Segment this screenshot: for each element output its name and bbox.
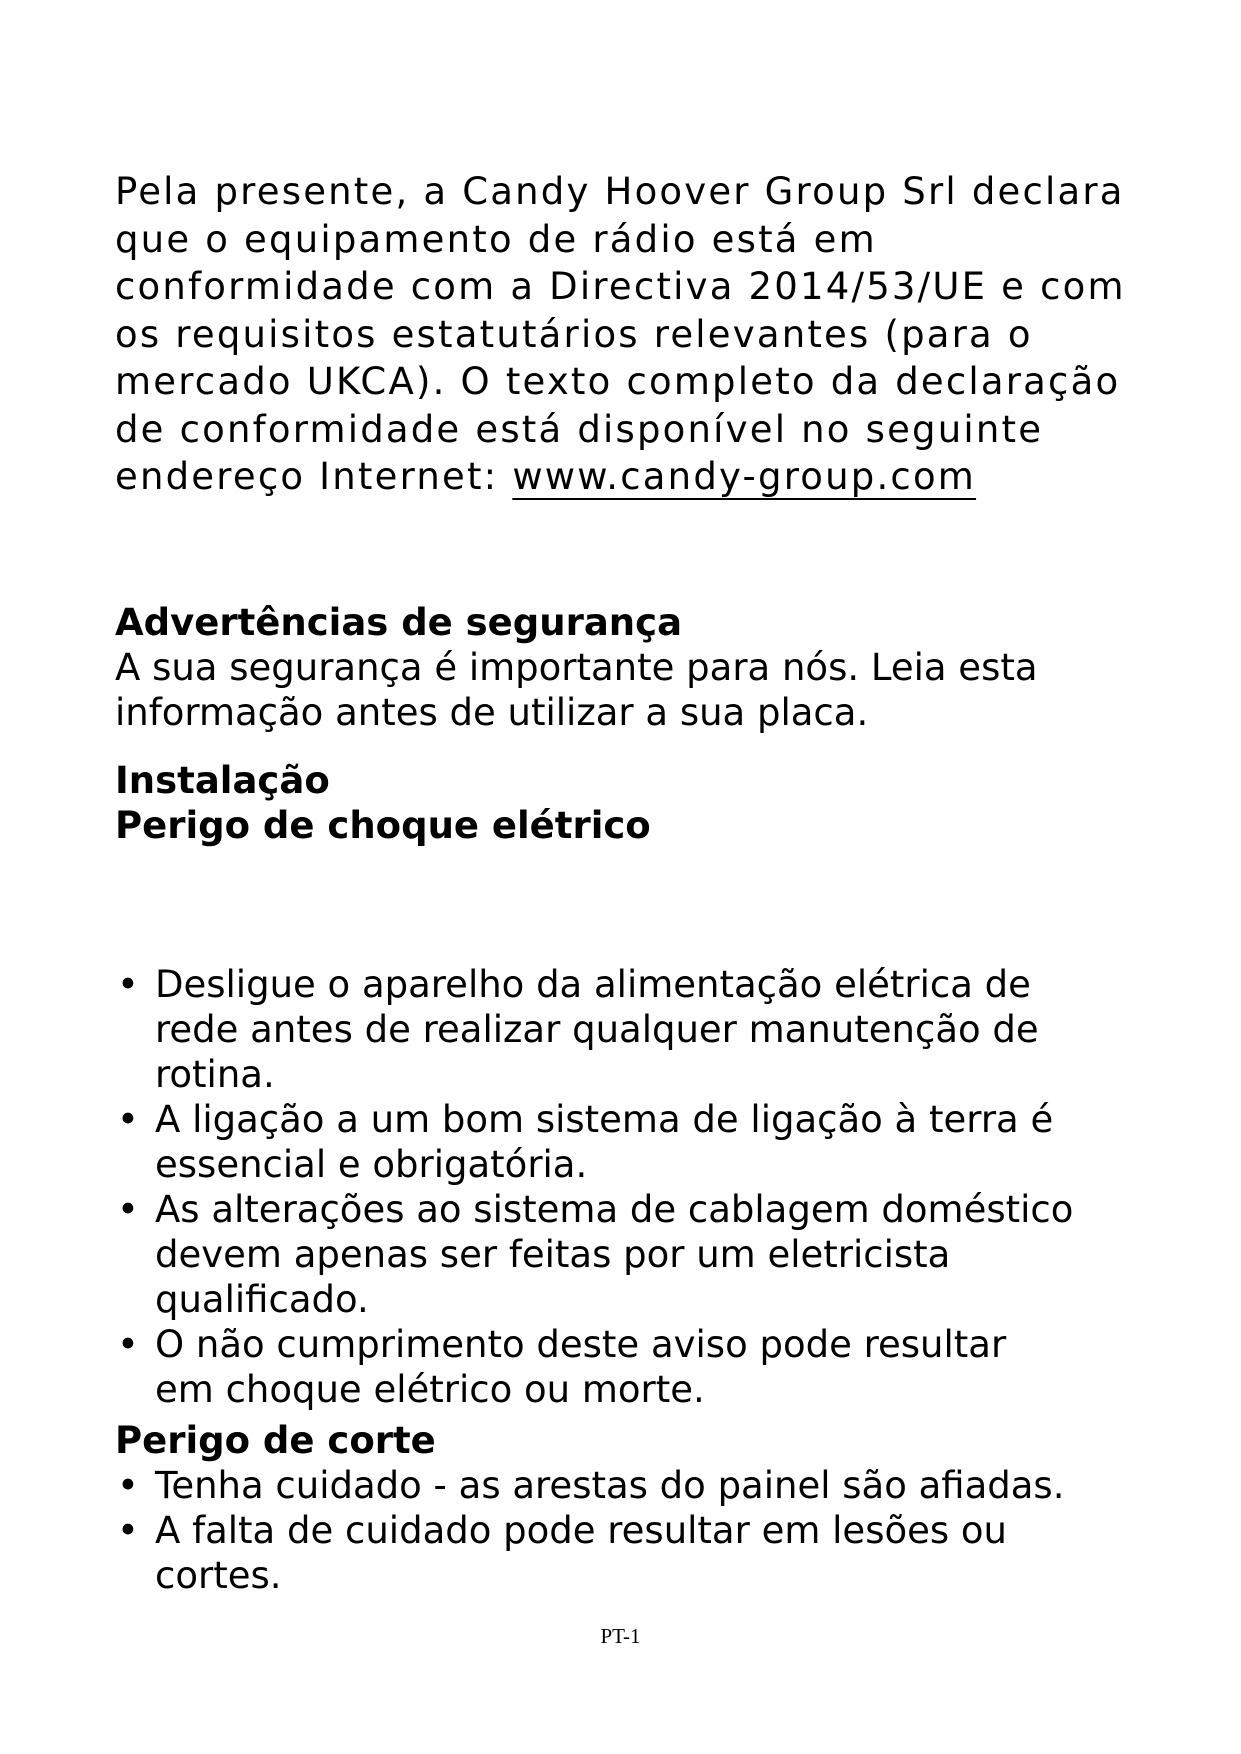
bullet-icon: • bbox=[117, 1323, 139, 1366]
list-item bbox=[115, 1097, 1175, 1187]
declaration-address-prefix: endereço Internet: bbox=[115, 455, 513, 498]
electric-shock-warnings bbox=[115, 962, 1175, 1412]
declaration-line: mercado UKCA). O texto completo da declaração bbox=[115, 360, 1121, 403]
page-number: PT-1 bbox=[600, 1624, 641, 1648]
safety-intro-line: informação antes de utilizar a sua placa. bbox=[115, 691, 869, 734]
list-item-line: essencial e obrigatória. bbox=[155, 1143, 588, 1186]
list-item-line: devem apenas ser feitas por um eletricista bbox=[155, 1233, 951, 1276]
declaration-last-line bbox=[115, 453, 1135, 501]
list-item-line: A ligação a um bom sistema de ligação à terra é bbox=[155, 1098, 1054, 1141]
list-item-line: qualificado. bbox=[155, 1278, 369, 1321]
safety-section bbox=[115, 600, 1145, 735]
list-item-line: As alterações ao sistema de cablagem doméstico bbox=[155, 1188, 1074, 1231]
list-item bbox=[115, 1463, 1175, 1508]
declaration-line: que o equipamento de rádio está em bbox=[115, 217, 877, 261]
website-link[interactable]: www.candy-group.com bbox=[512, 455, 977, 498]
list-item-line: Desligue o aparelho da alimentação elétrica de bbox=[155, 963, 1031, 1006]
bullet-icon: • bbox=[117, 1509, 139, 1552]
list-item bbox=[115, 962, 1175, 1097]
installation-heading: Instalação bbox=[115, 759, 330, 802]
list-item-line: rotina. bbox=[155, 1053, 275, 1096]
list-item-line: Tenha cuidado - as arestas do painel são afiadas. bbox=[155, 1464, 1065, 1507]
bullet-icon: • bbox=[117, 1188, 139, 1231]
safety-intro-line: A sua segurança é importante para nós. Leia esta bbox=[115, 646, 1038, 689]
list-item bbox=[115, 1508, 1175, 1598]
bullet-icon: • bbox=[117, 963, 139, 1006]
installation-section bbox=[115, 758, 1145, 848]
conformity-declaration bbox=[115, 168, 1135, 501]
list-item bbox=[115, 1322, 1175, 1412]
declaration-line: de conformidade está disponível no seguinte bbox=[115, 407, 1044, 451]
safety-heading: Advertências de segurança bbox=[115, 601, 683, 644]
bullet-icon: • bbox=[117, 1098, 139, 1141]
list-item-line: O não cumprimento deste aviso pode resultar bbox=[155, 1323, 1007, 1366]
electric-shock-heading: Perigo de choque elétrico bbox=[115, 804, 651, 847]
cut-warnings bbox=[115, 1463, 1175, 1598]
cut-section bbox=[115, 1418, 1145, 1463]
declaration-line: Pela presente, a Candy Hoover Group Srl declara bbox=[115, 170, 1125, 213]
declaration-line: conformidade com a Directiva 2014/53/UE e com bbox=[115, 265, 1126, 308]
list-item-line: cortes. bbox=[155, 1554, 282, 1597]
safety-intro bbox=[115, 645, 1145, 735]
cut-heading: Perigo de corte bbox=[115, 1419, 436, 1462]
list-item bbox=[115, 1187, 1175, 1322]
list-item-line: A falta de cuidado pode resultar em lesões ou bbox=[155, 1509, 1007, 1552]
bullet-icon: • bbox=[117, 1464, 139, 1507]
list-item-line: em choque elétrico ou morte. bbox=[155, 1368, 705, 1411]
declaration-line: os requisitos estatutários relevantes (para o bbox=[115, 312, 1033, 356]
list-item-line: rede antes de realizar qualquer manutenção de bbox=[155, 1008, 1039, 1051]
